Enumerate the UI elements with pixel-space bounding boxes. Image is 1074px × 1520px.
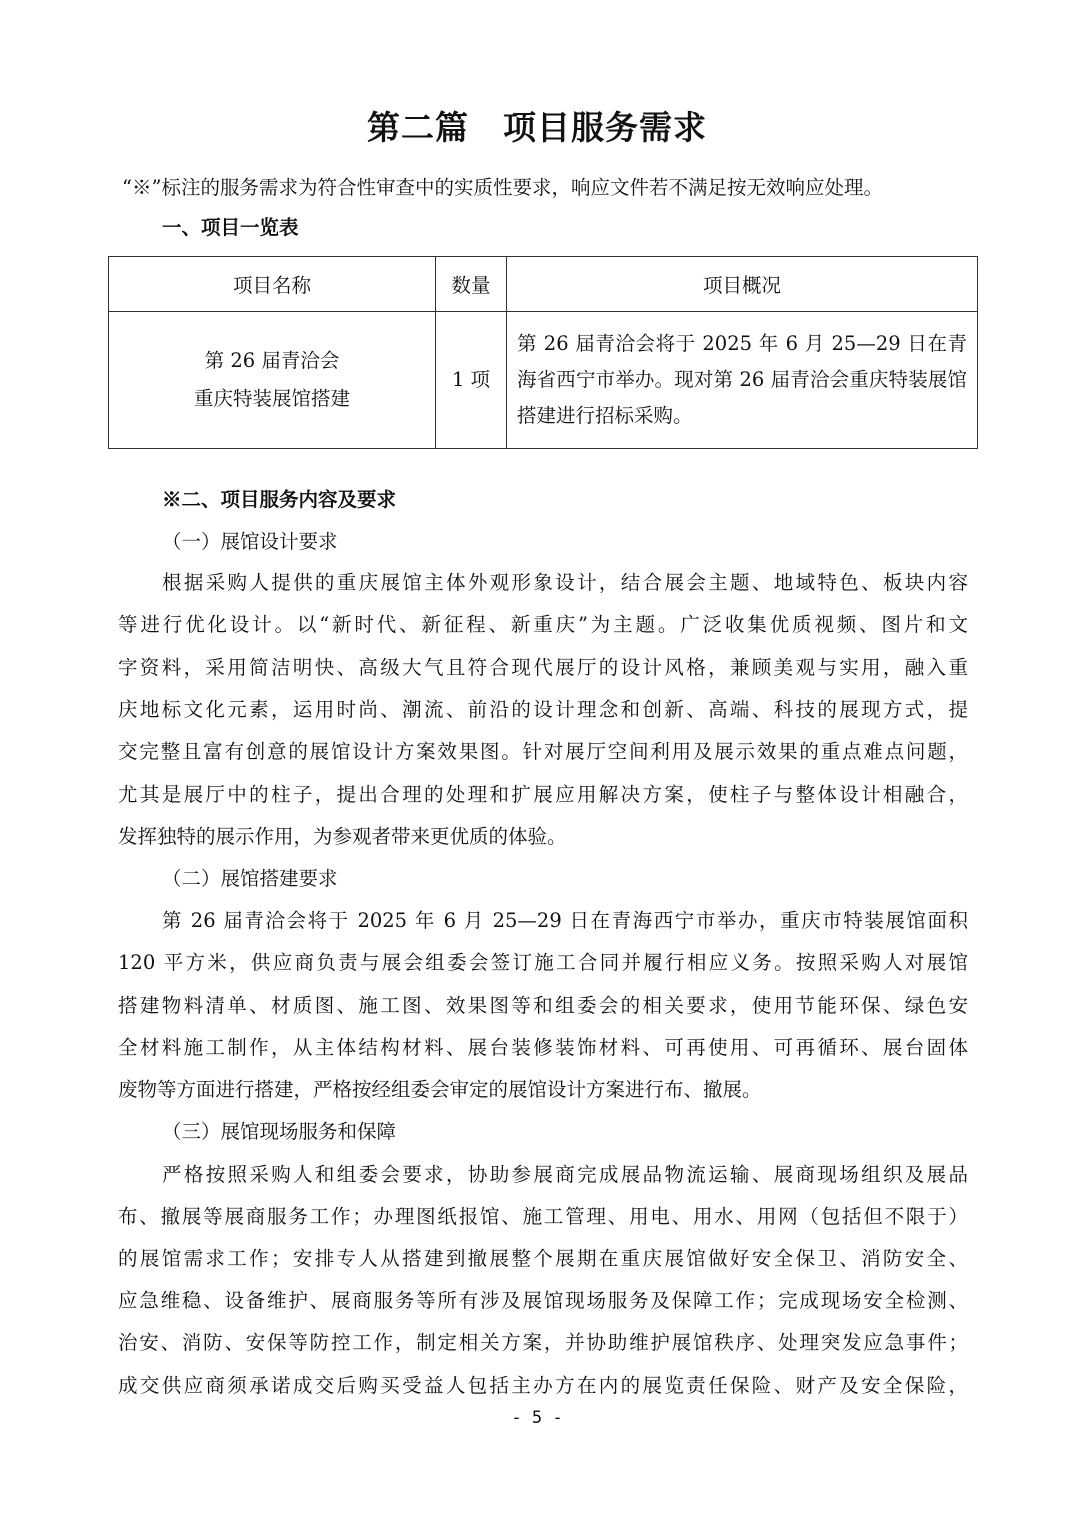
subsection-heading-onsite-service: （三）展馆现场服务和保障	[162, 1120, 397, 1143]
construction-paragraph-line: 120 平方米，供应商负责与展会组委会签订施工合同并履行相应义务。按照采购人对展馆	[118, 951, 968, 974]
section-heading-overview: 一、项目一览表	[162, 216, 299, 239]
table-header-row	[109, 257, 978, 312]
construction-paragraph-line: 第 26 届青洽会将于 2025 年 6 月 25—29 日在青海西宁市举办，重庆市特装展馆面积	[162, 909, 968, 932]
construction-paragraph-line: 搭建物料清单、材质图、施工图、效果图等和组委会的相关要求，使用节能环保、绿色安	[118, 994, 968, 1017]
design-paragraph-line: 根据采购人提供的重庆展馆主体外观形象设计，结合展会主题、地域特色、板块内容	[162, 571, 968, 594]
subsection-heading-construction: （二）展馆搭建要求	[162, 867, 338, 890]
column-header-name: 项目名称	[109, 257, 436, 312]
onsite-paragraph-line: 布、撤展等展商服务工作；办理图纸报馆、施工管理、用电、用水、用网（包括但不限于）	[118, 1205, 968, 1228]
note-text: “※”标注的服务需求为符合性审查中的实质性要求，响应文件若不满足按无效响应处理。	[122, 176, 883, 199]
project-name-line2: 重庆特装展馆搭建	[193, 387, 350, 410]
column-header-quantity: 数量	[436, 257, 507, 312]
project-quantity-cell: 1 项	[436, 312, 507, 449]
project-name-line1: 第 26 届青洽会	[204, 349, 340, 372]
design-paragraph-line: 尤其是展厅中的柱子，提出合理的处理和扩展应用解决方案，使柱子与整体设计相融合，	[118, 783, 968, 806]
project-overview-table	[108, 256, 978, 449]
table-row	[109, 312, 978, 449]
page-number: - 5 -	[511, 1408, 563, 1428]
onsite-paragraph-line: 应急维稳、设备维护、展商服务等所有涉及展馆现场服务及保障工作；完成现场安全检测、	[118, 1289, 968, 1312]
design-paragraph-line: 等进行优化设计。以“新时代、新征程、新重庆”为主题。广泛收集优质视频、图片和文	[118, 613, 968, 636]
onsite-paragraph-line: 的展馆需求工作；安排专人从搭建到撤展整个展期在重庆展馆做好安全保卫、消防安全、	[118, 1247, 968, 1270]
onsite-paragraph-line: 治安、消防、安保等防控工作，制定相关方案，并协助维护展馆秩序、处理突发应急事件；	[118, 1331, 968, 1354]
onsite-paragraph-line: 严格按照采购人和组委会要求，协助参展商完成展品物流运输、展商现场组织及展品	[162, 1163, 968, 1186]
design-paragraph-line: 交完整且富有创意的展馆设计方案效果图。针对展厅空间利用及展示效果的重点难点问题，	[118, 740, 968, 763]
construction-paragraph-line: 废物等方面进行搭建，严格按经组委会审定的展馆设计方案进行布、撤展。	[118, 1078, 762, 1101]
project-name-cell	[109, 312, 436, 449]
page-title: 第二篇 项目服务需求	[367, 108, 707, 147]
construction-paragraph-line: 全材料施工制作，从主体结构材料、展台装修装饰材料、可再使用、可再循环、展台固体	[118, 1036, 968, 1059]
onsite-paragraph-line: 成交供应商须承诺成交后购买受益人包括主办方在内的展览责任保险、财产及安全保险，	[118, 1374, 968, 1397]
project-summary-cell: 第 26 届青洽会将于 2025 年 6 月 25—29 日在青海省西宁市举办。现对第 26 届青洽会重庆特装展馆搭建进行招标采购。	[507, 312, 978, 449]
design-paragraph-line: 发挥独特的展示作用，为参观者带来更优质的体验。	[118, 825, 567, 848]
subsection-heading-design: （一）展馆设计要求	[162, 530, 338, 553]
design-paragraph-line: 庆地标文化元素，运用时尚、潮流、前沿的设计理念和创新、高端、科技的展现方式，提	[118, 698, 968, 721]
column-header-summary: 项目概况	[507, 257, 978, 312]
section-heading-services: ※二、项目服务内容及要求	[162, 488, 397, 511]
design-paragraph-line: 字资料，采用简洁明快、高级大气且符合现代展厅的设计风格，兼顾美观与实用，融入重	[118, 656, 968, 679]
